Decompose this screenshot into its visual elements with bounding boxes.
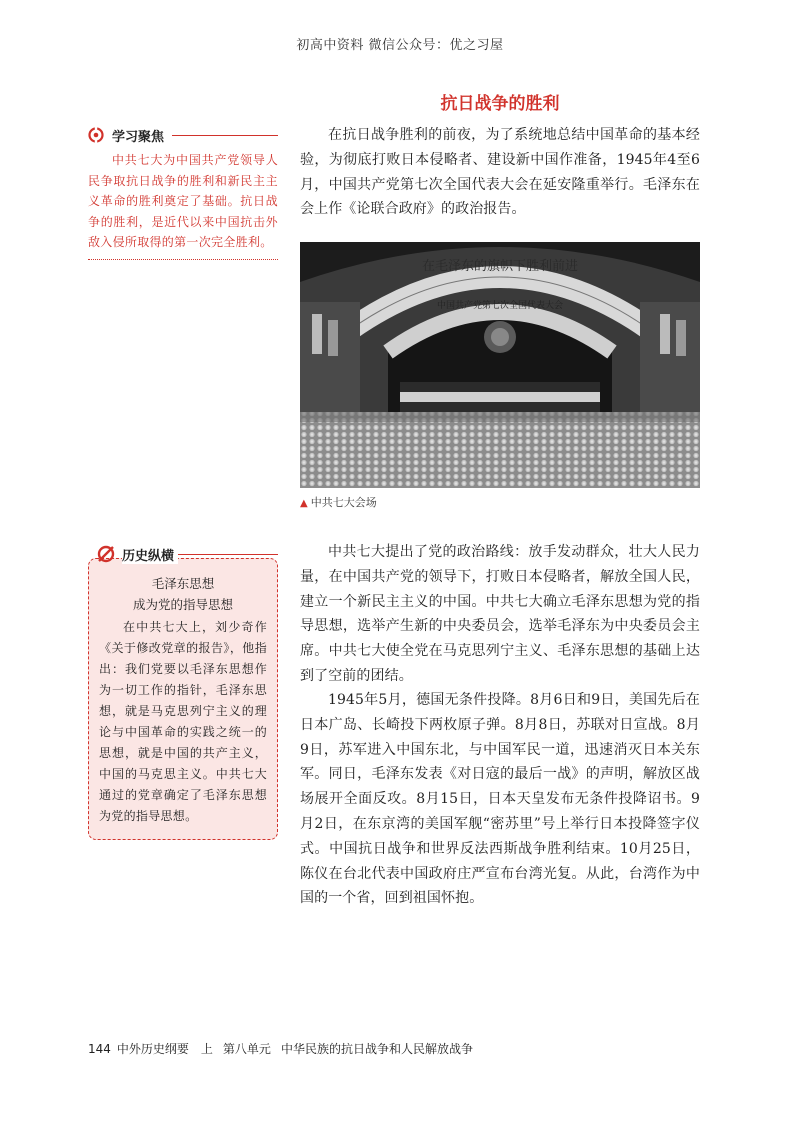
photo-banner-top: 在毛泽东的旗帜下胜利前进	[421, 259, 579, 274]
study-focus-header	[88, 124, 278, 146]
section-title: 抗日战争的胜利	[440, 94, 560, 114]
study-focus-bottom-rule	[88, 259, 278, 260]
paragraph-seventh-congress: 中共七大提出了党的政治路线：放手发动群众，壮大人民力量，在中国共产党的领导下，打败日本侵略者，解放全国人民，建立一个新民主主义的中国。中共七大确立毛泽东思想为党的指导思想，选举产生新的中央委员会，选举毛泽东为中央委员会主席。中共七大使全党在马克思列宁主义、毛泽东思想的基础上达到了空前的团结。	[300, 544, 700, 684]
caption-triangle-icon: ▲	[300, 498, 308, 509]
study-focus-label: 学习聚焦	[112, 129, 165, 145]
photo-caption-text: 中共七大会场	[310, 496, 377, 509]
history-panorama-rule	[178, 554, 278, 555]
photo-caption	[300, 494, 377, 510]
history-panorama-box	[88, 544, 278, 840]
history-title-line2: 成为党的指导思想	[132, 597, 233, 612]
footer-book: 中外历史纲要 上	[116, 1042, 213, 1056]
history-panorama-panel	[88, 558, 278, 840]
footer-unit: 第八单元	[222, 1042, 271, 1056]
history-panorama-text: 在中共七大上，刘少奇作《关于修改党章的报告》，他指出：我们党要以毛泽东思想作为一切工作的指针，毛泽东思想，就是马克思列宁主义的理论与中国革命的实践之统一的思想，就是中国的共产主义，中国的马克思主义。中共七大通过的党章确定了毛泽东思想为党的指导思想。	[99, 620, 267, 823]
history-panorama-header	[88, 544, 278, 564]
congress-hall-photo	[300, 242, 700, 488]
focus-target-icon	[88, 127, 104, 143]
history-title-line1: 毛泽东思想	[151, 576, 215, 591]
study-focus-text: 中共七大为中国共产党领导人民争取抗日战争的胜利和新民主主义革命的胜利奠定了基础。抗日战争的胜利，是近代以来中国抗击外敌入侵所取得的第一次完全胜利。	[88, 153, 278, 249]
photo-banner-hall: 中国共产党第七次全国代表大会	[436, 301, 564, 311]
page-number: 144	[88, 1042, 111, 1056]
paragraph-victory: 1945年5月，德国无条件投降。8月6日和9日，美国先后在日本广岛、长崎投下两枚原子弹。8月8日，苏联对日宣战。8月9日，苏军进入中国东北，与中国军民一道，迅速消灭日本关东军。同日，毛泽东发表《对日寇的最后一战》的声明，解放区战场展开全面反攻。8月15日，日本天皇发布无条件投降诏书。9月2日，在东京湾的美国军舰“密苏里”号上举行日本投降签字仪式。中国抗日战争和世界反法西斯战争胜利结束。10月25日，陈仪在台北代表中国政府庄严宣布台湾光复。从此，台湾作为中国的一个省，回到祖国怀抱。	[300, 692, 700, 907]
study-focus-rule	[172, 135, 278, 136]
study-focus-box	[88, 124, 278, 260]
paragraph-intro: 在抗日战争胜利的前夜，为了系统地总结中国革命的基本经验，为彻底打败日本侵略者、建设新中国作准备，1945年4至6月，中国共产党第七次全国代表大会在延安隆重举行。毛泽东在会上作《论联合政府》的政治报告。	[300, 127, 700, 218]
history-panorama-label: 历史纵横	[122, 545, 178, 564]
history-compass-icon	[96, 545, 116, 563]
footer-unit-title: 中华民族的抗日战争和人民解放战争	[280, 1042, 473, 1056]
page-header: 初高中资料 微信公众号：优之习屋	[296, 38, 504, 53]
page-footer	[88, 1040, 473, 1057]
